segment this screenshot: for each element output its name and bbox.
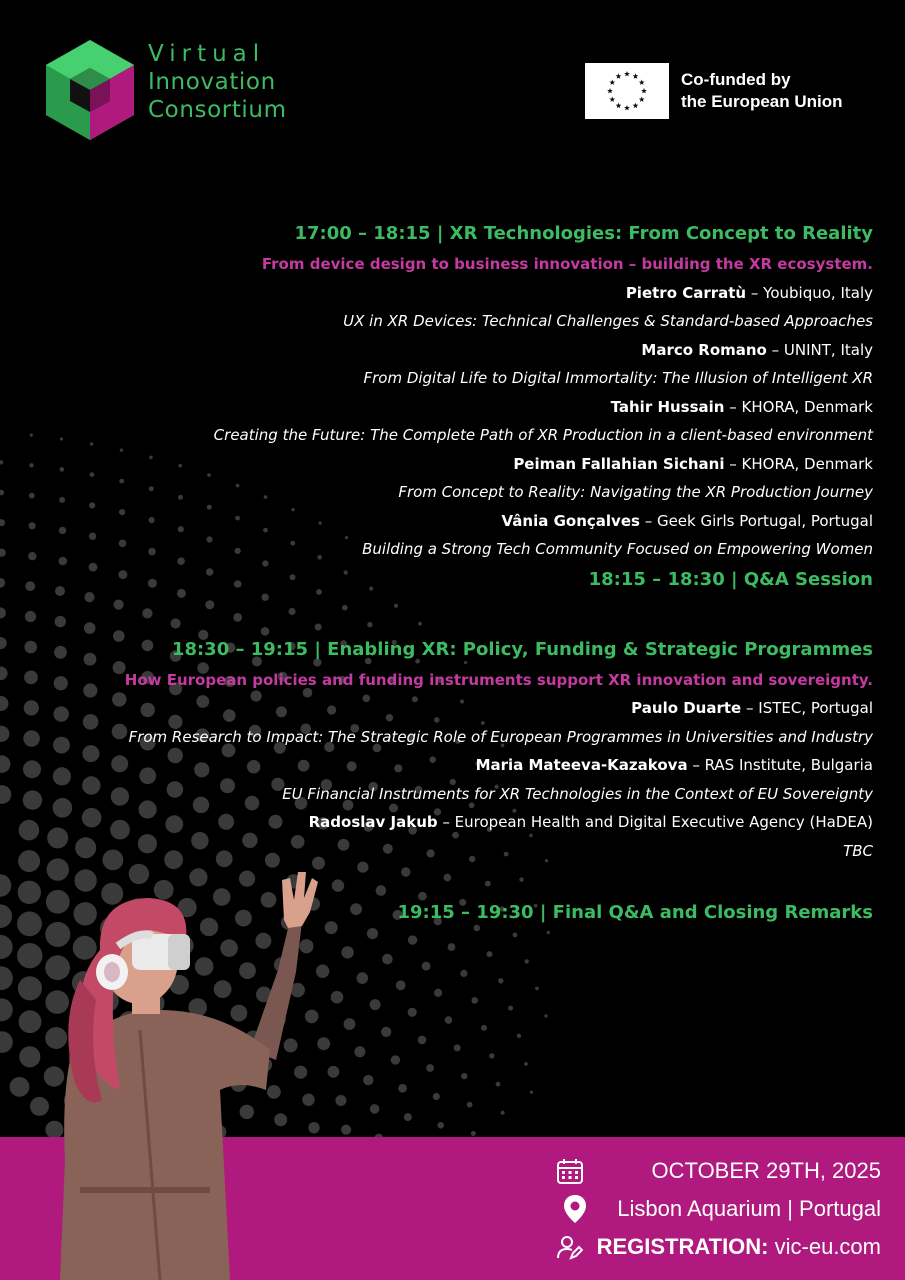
talk-title: From Digital Life to Digital Immortality: The Illusion of Intelligent XR xyxy=(363,369,873,387)
halftone-dot xyxy=(467,1102,473,1108)
halftone-dot xyxy=(547,931,550,934)
speaker-row xyxy=(13,751,873,780)
brand-line-1: Virtual xyxy=(148,41,266,67)
calendar-icon xyxy=(556,1157,584,1185)
vic-logo-icon xyxy=(40,38,140,142)
halftone-dot xyxy=(0,785,11,804)
halftone-dot xyxy=(19,1010,42,1033)
halftone-dot xyxy=(328,1066,340,1078)
halftone-dot xyxy=(454,1044,461,1051)
halftone-dot xyxy=(501,1111,505,1115)
speaker-row xyxy=(13,808,873,837)
vr-woman-illustration xyxy=(40,860,320,1280)
halftone-dot xyxy=(382,954,393,965)
speaker-name: Maria Mateeva-Kazakova xyxy=(475,756,688,774)
speaker-row xyxy=(13,279,873,308)
halftone-dot xyxy=(341,1125,351,1135)
halftone-dot xyxy=(0,549,6,557)
speaker-affiliation: – Geek Girls Portugal, Portugal xyxy=(639,511,873,530)
halftone-dot xyxy=(391,1055,400,1064)
halftone-dot xyxy=(433,1093,440,1100)
halftone-dot xyxy=(0,490,4,496)
speaker-row xyxy=(13,336,873,365)
halftone-dot xyxy=(408,1008,417,1017)
halftone-dot xyxy=(0,755,10,773)
halftone-dot xyxy=(530,1091,533,1094)
halftone-dot xyxy=(341,946,353,958)
halftone-dot xyxy=(445,1016,453,1024)
halftone-dot xyxy=(544,1014,547,1017)
halftone-dot xyxy=(437,1122,444,1129)
spacer xyxy=(13,596,873,634)
brand-line-3: Consortium xyxy=(148,97,287,123)
halftone-dot xyxy=(460,970,467,977)
map-pin-icon xyxy=(563,1194,587,1224)
talk-title: From Concept to Reality: Navigating the XR Production Journey xyxy=(398,483,873,501)
event-info xyxy=(556,1152,881,1266)
closing-session: 19:15 – 19:30 | Final Q&A and Closing Remarks xyxy=(397,902,873,923)
talk-title: UX in XR Devices: Technical Challenges & Standard-based Approaches xyxy=(343,312,873,330)
speaker-name: Marco Romano xyxy=(641,340,767,359)
speaker-name: Paulo Duarte xyxy=(631,699,742,717)
halftone-dot xyxy=(363,1075,373,1085)
halftone-dot xyxy=(0,998,13,1021)
speaker-row xyxy=(13,393,873,422)
brand-line-2: Innovation xyxy=(148,69,276,95)
talk-title: Building a Strong Tech Community Focused on Empowering Women xyxy=(362,540,873,558)
session-1-subtitle: From device design to business innovation – building the XR ecosystem. xyxy=(261,255,873,273)
event-date: OCTOBER 29TH, 2025 xyxy=(651,1158,881,1183)
eu-cofunded-badge xyxy=(585,62,885,120)
halftone-dot xyxy=(525,959,529,963)
speaker-name: Tahir Hussain xyxy=(610,397,725,416)
halftone-dot xyxy=(17,943,42,968)
talk-title: TBC xyxy=(843,841,873,860)
halftone-dot xyxy=(461,1073,467,1079)
talk-title: EU Financial Instruments for XR Technologies in the Context of EU Sovereignty xyxy=(282,784,873,803)
halftone-dot xyxy=(398,1084,407,1093)
user-edit-icon xyxy=(557,1234,583,1260)
session-1-title: 17:00 – 18:15 | XR Technologies: From Concept to Reality xyxy=(294,223,873,244)
halftone-dot xyxy=(426,1064,434,1072)
halftone-dot xyxy=(489,1053,494,1058)
speaker-affiliation: – ISTEC, Portugal xyxy=(741,699,873,717)
brand-name xyxy=(148,40,287,124)
halftone-dot xyxy=(18,976,42,1000)
halftone-dot xyxy=(344,1018,356,1030)
speaker-affiliation: – European Health and Digital Executive Agency (HaDEA) xyxy=(437,813,873,831)
speaker-affiliation: – KHORA, Denmark xyxy=(724,454,873,473)
registration-link[interactable]: vic-eu.com xyxy=(768,1234,881,1259)
eu-line-1: Co-funded by xyxy=(681,70,791,89)
halftone-dot xyxy=(0,726,9,742)
halftone-dot xyxy=(0,696,9,711)
qa-session-1: 18:15 – 18:30 | Q&A Session xyxy=(588,568,873,590)
speaker-affiliation: – UNINT, Italy xyxy=(766,340,873,359)
halftone-dot xyxy=(354,1046,365,1057)
halftone-dot xyxy=(19,1046,40,1067)
halftone-dot xyxy=(396,980,406,990)
registration-label: REGISTRATION: xyxy=(596,1234,769,1259)
agenda xyxy=(13,218,873,929)
halftone-dot xyxy=(0,874,11,897)
halftone-dot xyxy=(487,951,493,957)
halftone-dot xyxy=(535,987,539,991)
halftone-dot xyxy=(517,1034,521,1038)
event-location-row xyxy=(556,1190,881,1228)
halftone-dot xyxy=(0,904,12,928)
talk-title: Creating the Future: The Complete Path of XR Production in a client-based environment xyxy=(213,426,873,444)
speaker-row xyxy=(13,450,873,479)
halftone-dot xyxy=(422,962,431,971)
halftone-dot xyxy=(513,933,518,938)
halftone-dot xyxy=(498,978,503,983)
session-2-title: 18:30 – 19:15 | Enabling XR: Policy, Funding & Strategic Programmes xyxy=(171,638,873,660)
speaker-affiliation: – Youbiquo, Italy xyxy=(746,283,873,302)
halftone-dot xyxy=(370,999,381,1010)
halftone-dot xyxy=(0,966,13,990)
halftone-dot xyxy=(381,1027,391,1037)
eu-line-2: the European Union xyxy=(681,92,843,111)
halftone-dot xyxy=(434,989,442,997)
halftone-dot xyxy=(331,991,344,1004)
halftone-dot xyxy=(0,519,5,526)
halftone-dot xyxy=(0,607,6,618)
event-location: Lisbon Aquarium | Portugal xyxy=(617,1196,881,1221)
halftone-dot xyxy=(0,1031,13,1053)
halftone-dot xyxy=(471,997,478,1004)
halftone-dot xyxy=(408,935,417,944)
speaker-name: Peiman Fallahian Sichani xyxy=(513,454,725,473)
speaker-name: Vânia Gonçalves xyxy=(501,511,640,530)
eu-flag-icon xyxy=(585,63,669,119)
event-date-row xyxy=(556,1152,881,1190)
halftone-dot xyxy=(404,1113,412,1121)
halftone-dot xyxy=(0,460,3,464)
speaker-row xyxy=(13,507,873,536)
halftone-dot xyxy=(0,667,8,681)
halftone-dot xyxy=(508,1006,513,1011)
halftone-dot xyxy=(496,1082,501,1087)
halftone-dot xyxy=(370,1104,380,1114)
halftone-dot xyxy=(481,1025,487,1031)
halftone-dot xyxy=(0,935,13,959)
halftone-dot xyxy=(418,1036,427,1045)
halftone-dot xyxy=(367,928,378,939)
session-2-subtitle: How European policies and funding instruments support XR innovation and sovereignty. xyxy=(124,670,873,689)
halftone-dot xyxy=(10,1077,30,1097)
registration-row xyxy=(556,1228,881,1266)
speaker-affiliation: – KHORA, Denmark xyxy=(724,397,873,416)
halftone-dot xyxy=(448,943,456,951)
halftone-dot xyxy=(524,1062,528,1066)
halftone-dot xyxy=(471,1131,476,1136)
halftone-dot xyxy=(0,578,5,588)
speaker-name: Radoslav Jakub xyxy=(308,813,438,831)
halftone-dot xyxy=(357,972,369,984)
eu-cofunded-text xyxy=(681,69,843,113)
halftone-dot xyxy=(335,1095,346,1106)
talk-title: From Research to Impact: The Strategic Role of European Programmes in Universities and Industry xyxy=(128,727,873,746)
speaker-affiliation: – RAS Institute, Bulgaria xyxy=(687,756,873,774)
speaker-row xyxy=(13,694,873,723)
speaker-name: Pietro Carratù xyxy=(625,283,747,302)
halftone-dot xyxy=(0,637,7,649)
